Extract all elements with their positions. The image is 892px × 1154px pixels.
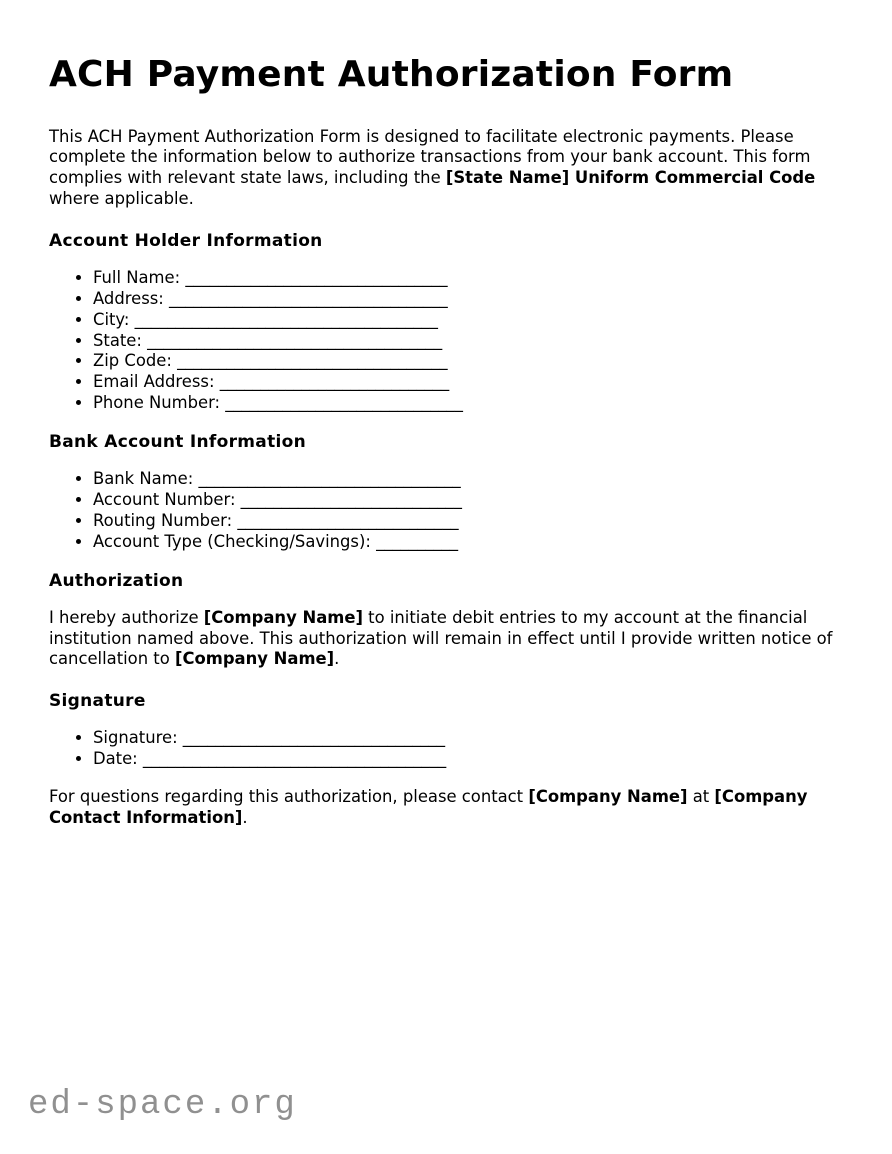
footer-text-middle: at (687, 786, 715, 806)
field-zip-code: • Zip Code: _________________________________ (93, 351, 838, 372)
field-date: • Date: _____________________________________ (93, 749, 838, 770)
footer-paragraph (49, 787, 838, 829)
bank-account-list (49, 469, 838, 553)
section-heading-account-holder: Account Holder Information (49, 230, 323, 251)
section-heading-signature: Signature (49, 691, 146, 712)
authorization-bold-company-1: [Company Name] (203, 607, 363, 627)
intro-bold-state-ucc: [State Name] Uniform Commercial Code (445, 168, 816, 188)
intro-text-after: where applicable. (49, 188, 194, 208)
field-signature: • Signature: ________________________________ (93, 728, 838, 749)
authorization-text-middle: to initiate debit entries to my account at the financial institution named above. This authorization will remain in effect until I provide written notice of cancellation to (49, 607, 833, 669)
authorization-text-before: I hereby authorize (49, 607, 204, 627)
footer-bold-company: [Company Name] (528, 786, 688, 806)
field-account-type: • Account Type (Checking/Savings): __________ (93, 532, 838, 553)
authorization-paragraph (49, 608, 838, 670)
intro-paragraph (49, 127, 838, 210)
footer-text-before: For questions regarding this authorization, please contact (49, 786, 529, 806)
field-address: • Address: __________________________________ (93, 289, 838, 310)
signature-list (49, 728, 838, 770)
field-state: • State: ____________________________________ (93, 331, 838, 352)
intro-text-before: This ACH Payment Authorization Form is designed to facilitate electronic payments. Please complete the information below to authorize transactions from your bank account. This form complies with relevant state laws, including the (49, 126, 811, 188)
field-full-name: • Full Name: ________________________________ (93, 268, 838, 289)
section-heading-bank-account: Bank Account Information (49, 432, 307, 453)
account-holder-list (49, 268, 838, 414)
field-bank-name: • Bank Name: ________________________________ (93, 469, 838, 490)
watermark-ed-space-org: ed-space.org (28, 1086, 297, 1124)
section-heading-authorization: Authorization (49, 570, 184, 591)
field-account-number: • Account Number: ___________________________ (93, 490, 838, 511)
footer-text-after: . (242, 807, 248, 827)
field-phone-number: • Phone Number: _____________________________ (93, 393, 838, 414)
authorization-text-after: . (334, 649, 340, 669)
authorization-bold-company-2: [Company Name] (174, 649, 335, 669)
footer-bold-contact-info: [Company Contact Information] (49, 786, 808, 827)
page-title: ACH Payment Authorization Form (49, 54, 734, 95)
field-email-address: • Email Address: ____________________________ (93, 372, 838, 393)
field-routing-number: • Routing Number: ___________________________ (93, 511, 838, 532)
field-city: • City: _____________________________________ (93, 310, 838, 331)
